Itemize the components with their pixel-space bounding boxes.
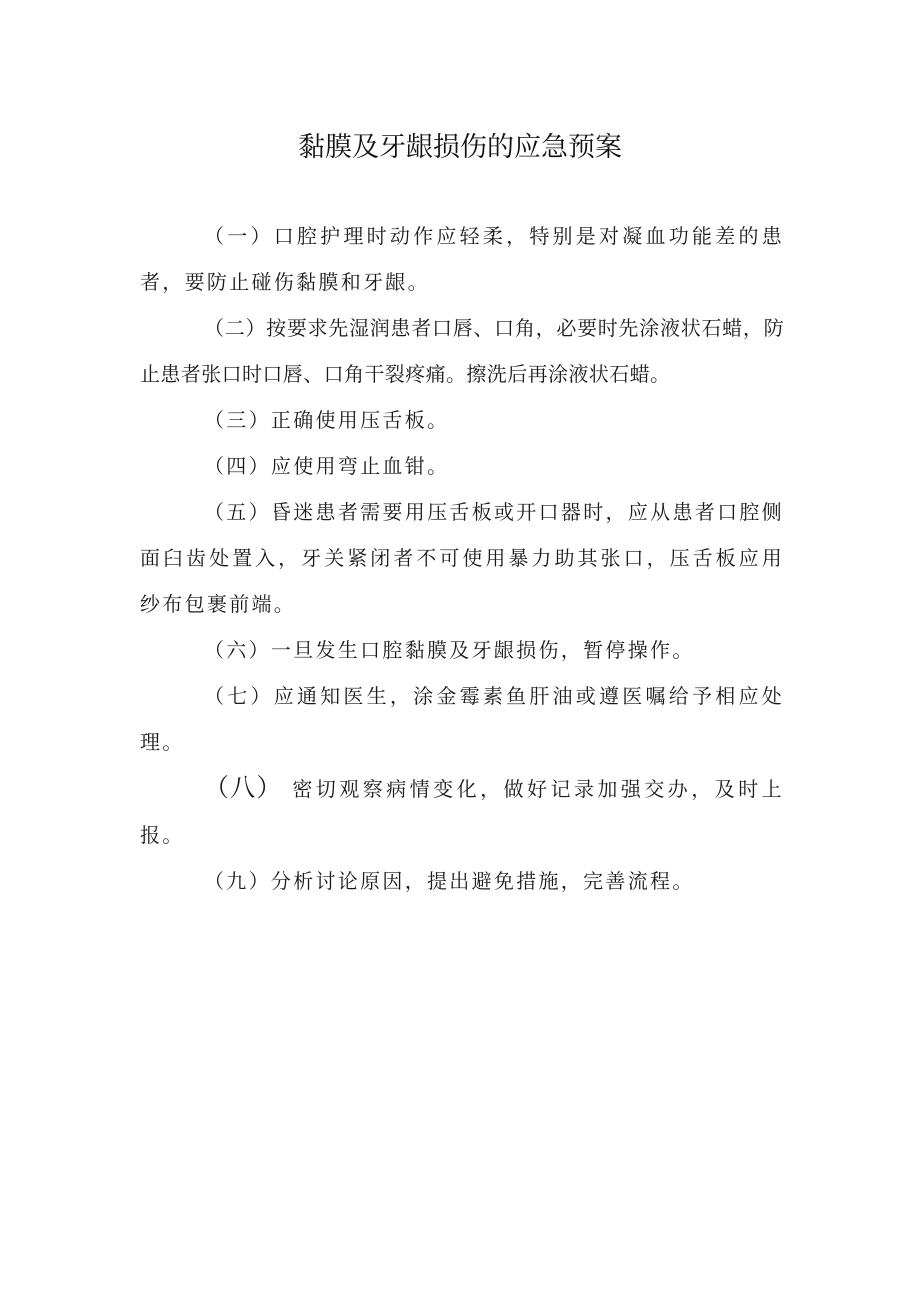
paragraph-8-text: 密切观察病情变化，做好记录加强交办，及时上报。	[140, 777, 784, 847]
document-title: 黏膜及牙龈损伤的应急预案	[298, 132, 622, 163]
paragraph-5: （五）昏迷患者需要用压舌板或开口器时，应从患者口腔侧面臼齿处置入，牙关紧闭者不可使用暴力助其张口，压舌板应用纱布包裹前端。	[140, 500, 784, 616]
paragraph-1: （一）口腔护理时动作应轻柔，特别是对凝血功能差的患者，要防止碰伤黏膜和牙龈。	[140, 224, 784, 294]
paragraph-9: （九）分析讨论原因，提出避免措施，完善流程。	[204, 869, 695, 893]
paragraph-7: （七）应通知医生，涂金霉素鱼肝油或遵医嘱给予相应处理。	[140, 684, 784, 754]
paragraph-3: （三）正确使用压舌板。	[204, 408, 450, 432]
paragraph-8	[140, 765, 784, 858]
paragraph-2: （二）按要求先湿润患者口唇、口角，必要时先涂液状石蜡，防止患者张口时口唇、口角干裂疼痛。擦洗后再涂液状石蜡。	[140, 316, 784, 386]
paragraph-8-label: （八）	[204, 773, 283, 802]
document-body	[140, 213, 784, 904]
paragraph-4: （四）应使用弯止血钳。	[204, 454, 450, 478]
paragraph-6: （六）一旦发生口腔黏膜及牙龈损伤，暂停操作。	[204, 638, 695, 662]
